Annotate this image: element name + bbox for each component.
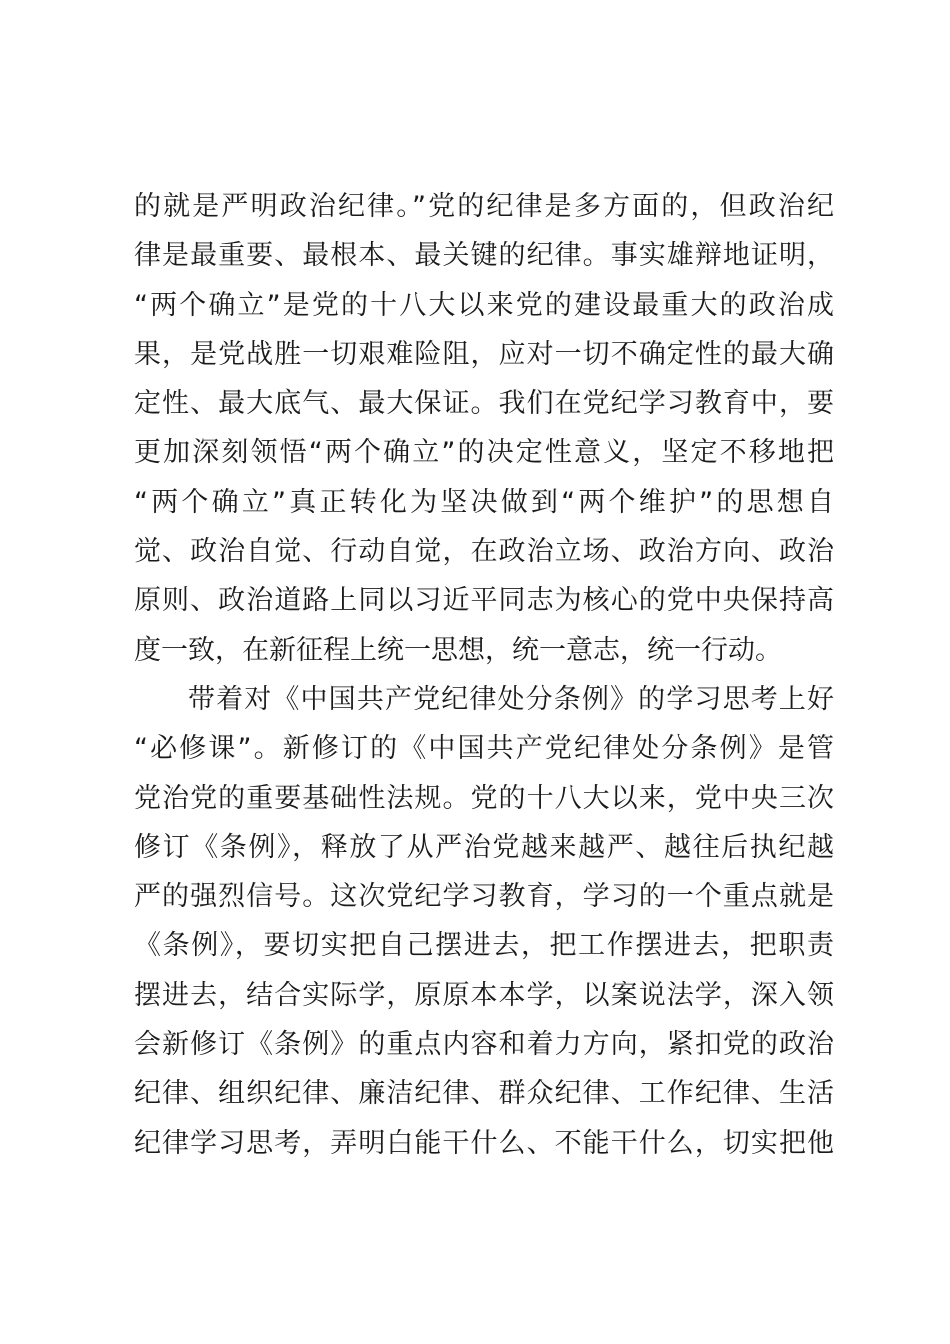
text-line: 律是最重要、最根本、最关键的纪律。事实雄辩地证明，	[134, 240, 834, 272]
text-line: 原则、政治道路上同以习近平同志为核心的党中央保持高	[134, 585, 834, 617]
text-line: 纪律、组织纪律、廉洁纪律、群众纪律、工作纪律、生活	[134, 1078, 834, 1110]
text-line: “必修课”。新修订的《中国共产党纪律处分条例》是管	[134, 733, 834, 765]
text-line: 严的强烈信号。这次党纪学习教育，学习的一个重点就是	[134, 881, 834, 913]
text-line: 摆进去，结合实际学，原原本本学，以案说法学，深入领	[134, 979, 834, 1011]
text-line: “两个确立”真正转化为坚决做到“两个维护”的思想自	[134, 486, 834, 518]
paragraph-start-line: 带着对《中国共产党纪律处分条例》的学习思考上好	[188, 683, 834, 715]
text-line: 《条例》，要切实把自己摆进去，把工作摆进去，把职责	[134, 930, 834, 962]
text-line: 定性、最大底气、最大保证。我们在党纪学习教育中，要	[134, 388, 834, 420]
text-line: “两个确立”是党的十八大以来党的建设最重大的政治成	[134, 289, 834, 321]
text-line: 度一致，在新征程上统一思想，统一意志，统一行动。	[134, 634, 782, 666]
body-text	[134, 182, 834, 1168]
text-line: 党治党的重要基础性法规。党的十八大以来，党中央三次	[134, 782, 834, 814]
text-line: 纪律学习思考，弄明白能干什么、不能干什么，切实把他	[134, 1127, 834, 1159]
text-line: 更加深刻领悟“两个确立”的决定性意义，坚定不移地把	[134, 437, 834, 469]
text-line: 会新修订《条例》的重点内容和着力方向，紧扣党的政治	[134, 1029, 834, 1061]
text-line: 的就是严明政治纪律。”党的纪律是多方面的，但政治纪	[134, 191, 834, 222]
text-line: 果，是党战胜一切艰难险阻，应对一切不确定性的最大确	[134, 338, 834, 370]
text-line: 觉、政治自觉、行动自觉，在政治立场、政治方向、政治	[134, 536, 834, 568]
text-line: 修订《条例》，释放了从严治党越来越严、越往后执纪越	[134, 831, 834, 863]
